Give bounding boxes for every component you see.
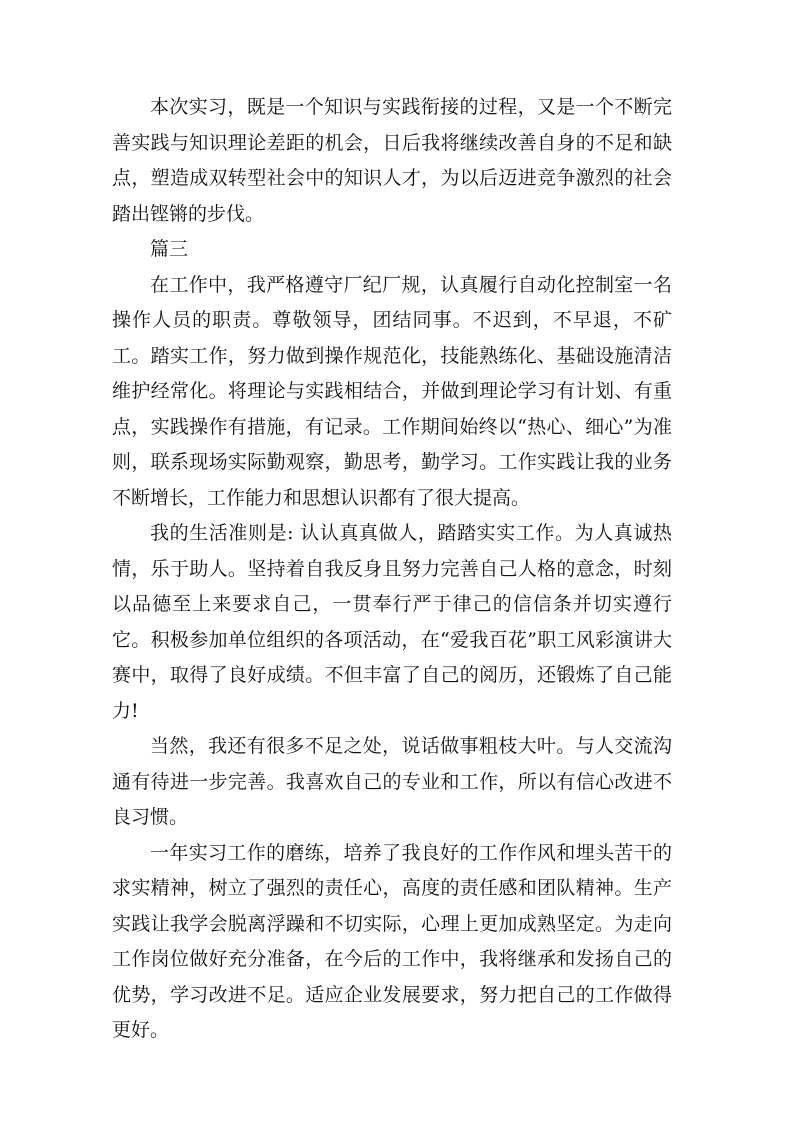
paragraph-internship-summary: 本次实习，既是一个知识与实践衔接的过程，又是一个不断完善实践与知识理论差距的机会，日后我将继续改善自身的不足和缺点，塑造成双转型社会中的知识人才，为以后迈进竞争激烈的社会踏出铿锵的步伐。 xyxy=(112,96,672,225)
section-heading: 篇三 xyxy=(150,238,189,260)
paragraph-work-duties: 在工作中，我严格遵守厂纪厂规，认真履行自动化控制室一名操作人员的职责。尊敬领导，团结同事。不迟到，不早退，不矿工。踏实工作，努力做到操作规范化，技能熟练化、基础设施清洁维护经常化。将理论与实践相结合，并做到理论学习有计划、有重点，实践操作有措施，有记录。工作期间始终以“热心、细心”为准则，联系现场实际勤观察，勤思考，勤学习。工作实践让我的业务不断增长，工作能力和思想认识都有了很大提高。 xyxy=(112,273,672,509)
paragraph-shortcomings: 当然，我还有很多不足之处，说话做事粗枝大叶。与人交流沟通有待进一步完善。我喜欢自己的专业和工作，所以有信心改进不良习惯。 xyxy=(112,735,672,828)
paragraph-life-principles: 我的生活准则是: 认认真真做人，踏踏实实工作。为人真诚热情，乐于助人。坚持着自我反身且努力完善自己人格的意念，时刻以品德至上来要求自己，一贯奉行严于律己的信信条并切实遵行它。积极参加单位组织的各项活动，在“爱我百花”职工风彩演讲大赛中，取得了良好成绩。不但丰富了自己的阅历，还锻炼了自己能力! xyxy=(112,522,672,722)
paragraph-conclusion: 一年实习工作的磨练，培养了我良好的工作作风和埋头苦干的求实精神，树立了强烈的责任心，高度的责任感和团队精神。生产实践让我学会脱离浮躁和不切实际，心理上更加成熟坚定。为走向工作岗位做好充分准备，在今后的工作中，我将继承和发扬自己的优势，学习改进不足。适应企业发展要求，努力把自己的工作做得更好。 xyxy=(112,841,672,1041)
document-body xyxy=(112,90,672,1049)
